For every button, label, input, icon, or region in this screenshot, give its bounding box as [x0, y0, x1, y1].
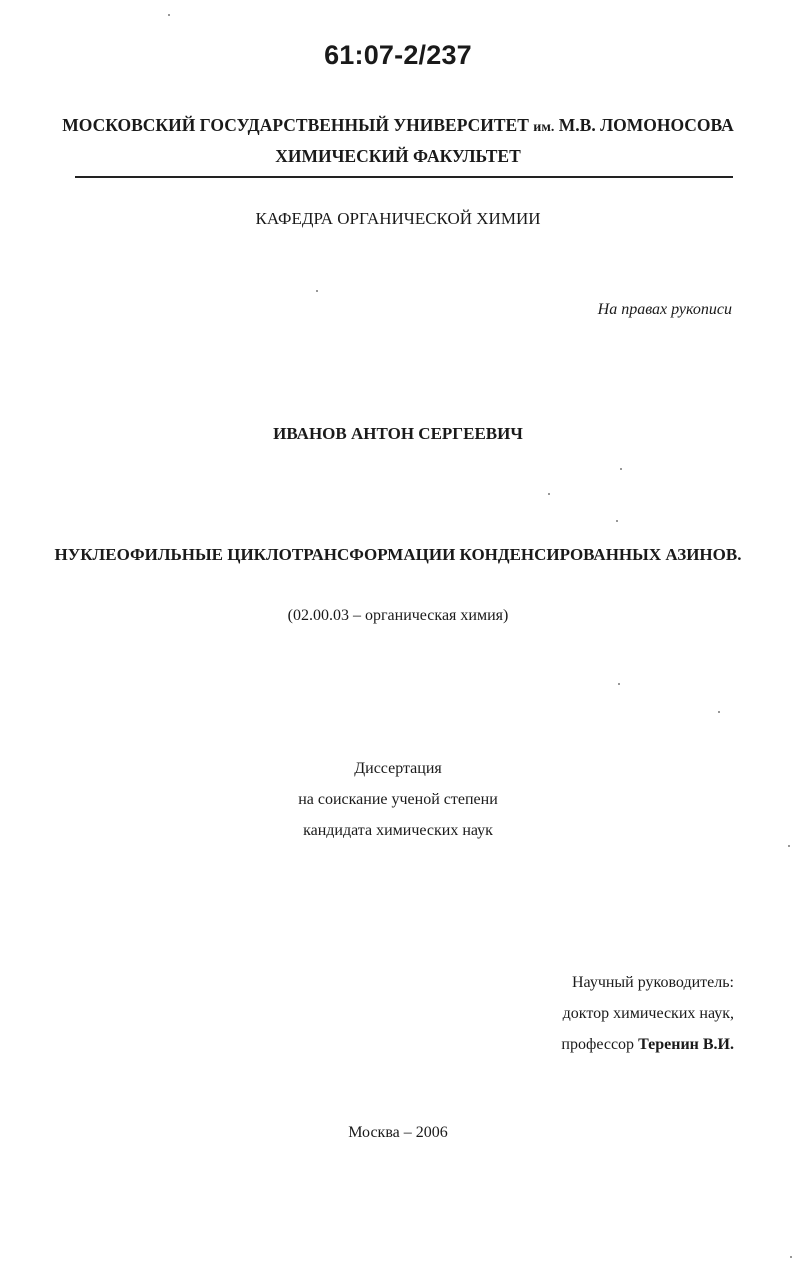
thesis-title: НУКЛЕОФИЛЬНЫЕ ЦИКЛОТРАНСФОРМАЦИИ КОНДЕНСИРОВАННЫХ АЗИНОВ. [54, 545, 742, 564]
scan-speck [548, 493, 550, 495]
university-name-prefix: им. [533, 120, 555, 135]
scan-speck [316, 290, 318, 292]
faculty: ХИМИЧЕСКИЙ ФАКУЛЬТЕТ [275, 146, 521, 166]
scan-speck [616, 520, 618, 522]
city-year: Москва – 2006 [348, 1124, 448, 1141]
scan-speck [718, 711, 720, 713]
scan-speck [790, 1256, 792, 1258]
university-line [0, 115, 796, 136]
header-rule [75, 176, 733, 178]
thesis-type-line1: Диссертация [354, 760, 442, 777]
university-name: МОСКОВСКИЙ ГОСУДАРСТВЕННЫЙ УНИВЕРСИТЕТ [62, 115, 529, 135]
thesis-type-line2: на соискание ученой степени [298, 791, 498, 808]
scan-speck [620, 468, 622, 470]
author-name: ИВАНОВ АНТОН СЕРГЕЕВИЧ [273, 424, 523, 443]
supervisor-degree: доктор химических наук, [562, 1005, 734, 1022]
catalog-code: 61:07-2/237 [324, 40, 472, 70]
scan-speck [618, 683, 620, 685]
thesis-type-line3: кандидата химических наук [303, 822, 493, 839]
supervisor-label: Научный руководитель: [571, 974, 734, 991]
scan-speck [168, 14, 170, 16]
supervisor-title: профессор [561, 1036, 635, 1053]
supervisor-line [561, 1036, 734, 1054]
supervisor-name: Теренин В.И. [638, 1036, 734, 1053]
specialty-code: (02.00.03 – органическая химия) [287, 607, 509, 624]
department: КАФЕДРА ОРГАНИЧЕСКОЙ ХИМИИ [255, 209, 541, 228]
manuscript-note: На правах рукописи [597, 301, 732, 318]
university-namesake: М.В. ЛОМОНОСОВА [558, 115, 734, 135]
scan-speck [788, 845, 790, 847]
